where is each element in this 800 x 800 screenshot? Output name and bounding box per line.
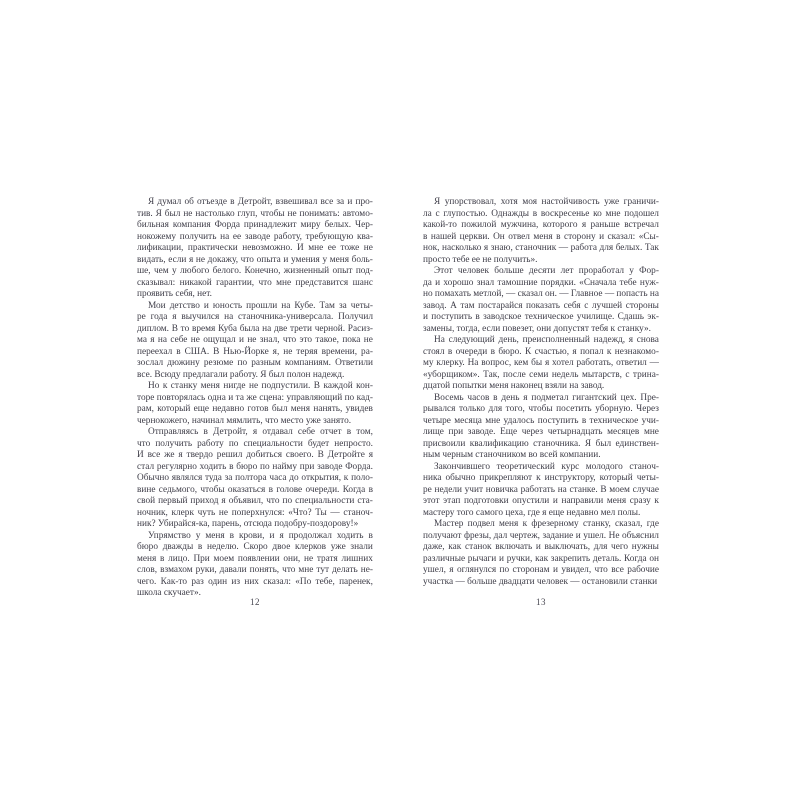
text-line: замены, тогда, если повезет, они допустят тебя к станку». xyxy=(423,323,651,334)
text-line: ла с глупостью. Однажды в воскресенье ко мне подошел xyxy=(423,208,659,219)
text-line: участка — больше двадцати человек — остановили станки xyxy=(423,576,658,587)
paragraph xyxy=(423,462,659,520)
text-line: рам, который еще недавно готов был меня нанять, увидев xyxy=(137,404,373,414)
text-line: Этот человек больше десяти лет проработал у Фор- xyxy=(434,266,659,276)
text-line: рывался только для того, чтобы посетить уборную. Через xyxy=(423,404,659,414)
text-line: ушел, я оглянулся по сторонам и увидел, что все рабочие xyxy=(423,565,659,575)
paragraph xyxy=(423,197,659,266)
text-line: что получить работу по специальности будет непросто. xyxy=(137,438,373,449)
text-line: слов, взмахом руки, давали понять, что мне тут делать не- xyxy=(137,565,373,575)
paragraph xyxy=(137,381,373,427)
text-line: чего. Как-то раз один из них сказал: «По тебе, паренек, xyxy=(137,576,373,587)
text-line: ре года я выучился на станочника-универсала. Получил xyxy=(137,312,373,322)
text-line: Мастер подвел меня к фрезерному станку, сказал, где xyxy=(434,519,659,529)
text-line: диплом. В то время Куба была на две трети черной. Расиз- xyxy=(137,323,373,334)
text-line: ре недели учит новичка работать на станке. В моем случае xyxy=(423,484,659,495)
text-line: зослал дюжину резюме по разным компаниям. Ответили xyxy=(137,358,373,368)
text-line: стал регулярно ходить в бюро по найму при заводе Форда. xyxy=(137,461,373,472)
text-line: торе повторялась одна и та же сцена: управляющий по кад- xyxy=(137,392,373,403)
paragraph xyxy=(423,393,659,462)
text-line: лище при заводе. Еще через четырнадцать месяцев мне xyxy=(423,427,659,437)
text-line: Восемь часов в день я подметал гигантский цех. Пре- xyxy=(434,392,659,403)
paragraph xyxy=(137,197,373,301)
text-line: сказывал: никакой гарантии, что мне представится шанс xyxy=(137,277,373,288)
page-number-left: 12 xyxy=(250,597,260,607)
text-line: школа скучает». xyxy=(137,588,201,598)
text-line: Упрямство у меня в крови, и я продолжал ходить в xyxy=(148,530,373,541)
text-line: «уборщиком». Так, после семи недель мытарств, с трина- xyxy=(423,369,659,380)
text-line: свой первый приход я объявил, что по специальности ста- xyxy=(137,496,373,506)
text-line: Закончившего теоретический курс молодого станоч- xyxy=(434,461,659,472)
text-line: мастеру того самого цеха, где я еще недавно мел полы. xyxy=(423,507,641,518)
text-line: да и хорошо знал тамошние порядки. «Сначала тебе нуж- xyxy=(423,277,659,288)
text-line: получают фрезы, дал чертеж, задание и ушел. Не объяснил xyxy=(423,530,659,541)
text-line: Но к станку меня нигде не подпустили. В каждой кон- xyxy=(148,381,373,391)
text-line: му клерку. На вопрос, кем бы я хотел работать, ответил — xyxy=(423,358,659,368)
text-line: какой-то пожилой мужчина, которого я раньше встречал xyxy=(423,220,659,230)
paragraph xyxy=(137,531,373,600)
text-line: даже, как станок включать и выключать, для чего нужны xyxy=(423,542,659,552)
text-line: Обычно являлся туда за полтора часа до открытия, к поло- xyxy=(137,473,373,483)
text-line: присвоили квалификацию станочника. Я был единствен- xyxy=(423,438,659,449)
text-line: меня в лицо. При моем появлении они, не тратя лишних xyxy=(137,553,373,564)
text-line: все. Всюду предлагали работу. Я был полон надежд. xyxy=(137,369,345,380)
paragraph xyxy=(137,301,373,382)
text-line: ным черным станочником во всей компании. xyxy=(423,450,601,460)
text-line: Мои детство и юность прошли на Кубе. Там за четы- xyxy=(148,300,373,311)
text-line: тив. Я был не настолько глуп, чтобы не понимать: автомо- xyxy=(137,208,373,219)
book-page-right xyxy=(423,197,659,588)
text-line: в нашей церкви. Он отвел меня в сторону и сказал: «Сы- xyxy=(423,231,659,242)
text-line: Я думал об отъезде в Детройт, взвешивал все за и про- xyxy=(148,197,373,207)
paragraph xyxy=(137,427,373,531)
book-page-left xyxy=(137,197,373,600)
text-line: этот этап подготовки опустили и направили меня сразу к xyxy=(423,496,659,506)
text-line: Отправляясь в Детройт, я отдавал себе отчет в том, xyxy=(148,427,373,437)
text-line: лификации, практически невозможно. И мне ее тоже не xyxy=(137,243,373,253)
text-line: ма я на себе не ощущал и не знал, что это такое, пока не xyxy=(137,335,373,345)
text-line: нок, насколько я знаю, станочник — работа для белых. Так xyxy=(423,243,659,253)
text-line: проявить себя, нет. xyxy=(137,289,212,299)
text-line: нокожему получить на ее заводе работу, требующую ква- xyxy=(137,231,373,242)
text-line: ночник, клерк чуть не поперхнулся: «Что? Ты — станоч- xyxy=(137,507,373,518)
text-line: но помахать метлой, — сказал он. — Главное — попасть на xyxy=(423,289,659,299)
text-line: вине седьмого, чтобы оказаться в голове очереди. Когда в xyxy=(137,484,373,495)
text-line: и поступить в заводское техническое училище. Сдашь эк- xyxy=(423,312,659,322)
text-line: чернокожего, начинал мямлить, что место уже занято. xyxy=(137,415,352,426)
text-line: На следующий день, преисполненный надежд, я снова xyxy=(434,335,659,345)
text-line: ника обычно прикрепляют к инструктору, который четы- xyxy=(423,473,659,483)
paragraph xyxy=(423,519,659,588)
text-line: четыре месяца мне удалось поступить в техническое учи- xyxy=(423,415,659,426)
text-line: бюро дважды в неделю. Скоро двое клерков уже знали xyxy=(137,542,373,552)
text-line: переехал в США. В Нью-Йорке я, не теряя времени, ра- xyxy=(137,346,373,357)
text-line: Я упорствовал, хотя моя настойчивость уже граничи- xyxy=(434,197,659,207)
text-line: различные рычаги и ручки, как закрепить деталь. Когда он xyxy=(423,553,659,564)
text-line: ше, чем у любого белого. Конечно, жизненный опыт под- xyxy=(137,266,373,276)
text-line: просто тебе ее не получить». xyxy=(423,254,538,265)
text-line: И все же я твердо решил добиться своего. В Детройте я xyxy=(137,450,373,460)
text-line: дцатой попытки меня наконец взяли на завод. xyxy=(423,381,605,391)
text-line: ник? Убирайся-ка, парень, отсюда подобру-поздорову!» xyxy=(137,519,359,529)
paragraph xyxy=(423,335,659,393)
text-line: завод. А там постарайся показать себя с лучшей стороны xyxy=(423,300,659,311)
page-number-right: 13 xyxy=(536,597,546,607)
text-line: видать, если я не докажу, что опыта и умения у меня боль- xyxy=(137,254,373,265)
paragraph xyxy=(423,266,659,335)
text-line: бильная компания Форда принадлежит миру белых. Чер- xyxy=(137,220,373,230)
text-line: стоял в очереди в бюро. К счастью, я попал к незнакомо- xyxy=(423,346,659,357)
